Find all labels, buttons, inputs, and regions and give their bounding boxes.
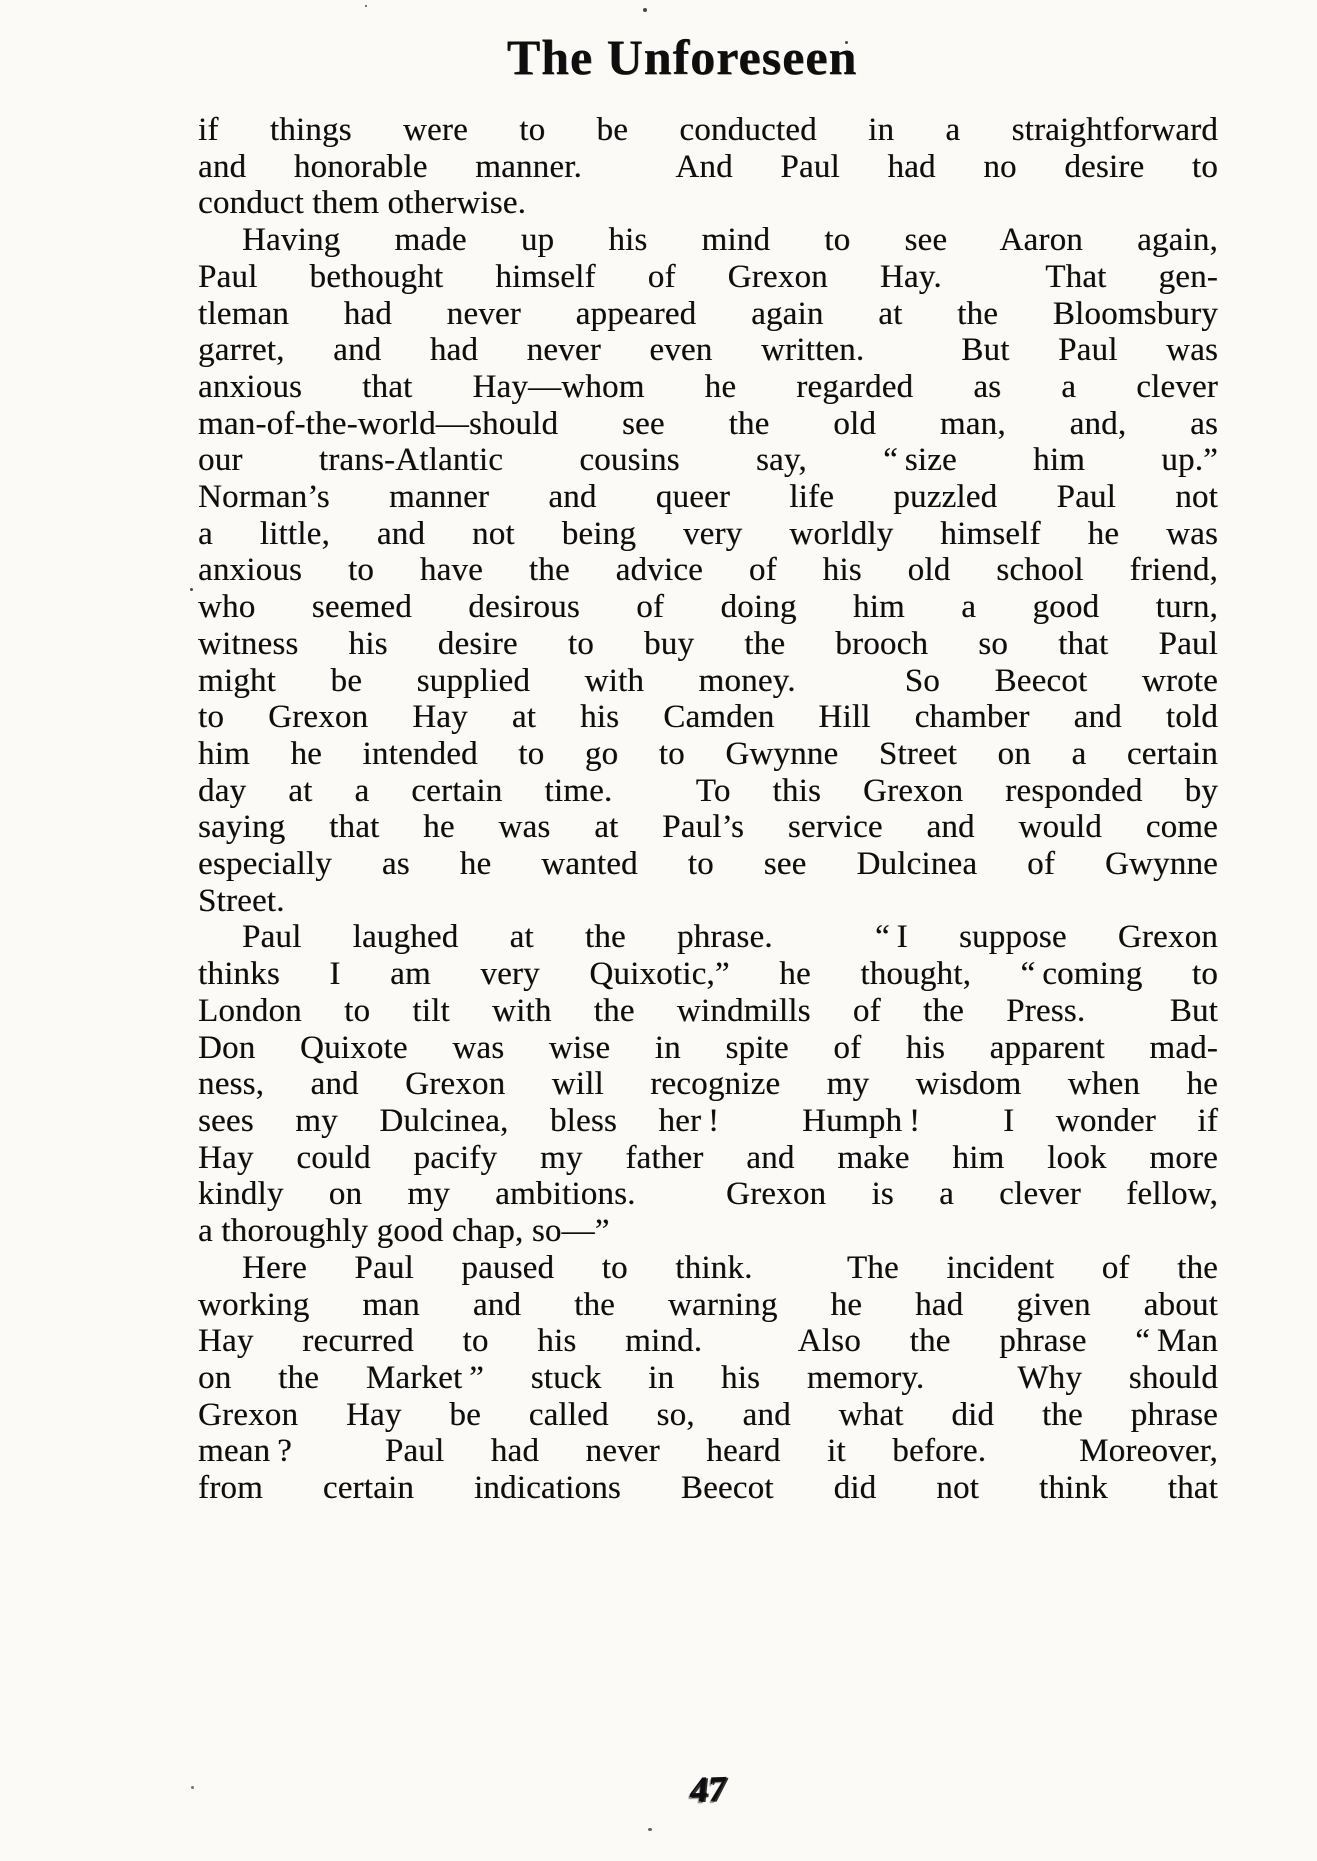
- text-line: witness his desire to buy the brooch so that Paul: [198, 625, 1218, 662]
- text-line: ness, and Grexon will recognize my wisdom when he: [198, 1066, 1218, 1103]
- text-line: Paul bethought himself of Grexon Hay. That gen-: [198, 258, 1218, 295]
- text-line: to Grexon Hay at his Camden Hill chamber and told: [198, 699, 1218, 736]
- text-line: man-of-the-world—should see the old man, and, as: [198, 405, 1218, 442]
- text-line: day at a certain time. To this Grexon responded by: [198, 772, 1218, 809]
- text-line: might be supplied with money. So Beecot wrote: [198, 662, 1218, 699]
- text-line: Paul laughed at the phrase. “ I suppose Grexon: [242, 919, 1218, 956]
- text-line: and honorable manner. And Paul had no desire to: [198, 148, 1218, 185]
- running-header-title: The Unforeseen: [506, 29, 858, 85]
- paragraph: [198, 222, 1218, 919]
- text-line: saying that he was at Paul’s service and would come: [198, 809, 1218, 846]
- paragraph: [198, 919, 1218, 1249]
- text-line: especially as he wanted to see Dulcinea of Gwynne: [198, 846, 1218, 883]
- text-line: from certain indications Beecot did not think that: [198, 1470, 1218, 1507]
- scan-speck: [365, 5, 367, 7]
- text-line: Having made up his mind to see Aaron again,: [242, 222, 1218, 259]
- text-line: thinks I am very Quixotic,” he thought, “ coming to: [198, 956, 1218, 993]
- text-line: anxious that Hay—whom he regarded as a clever: [198, 368, 1218, 405]
- text-line: Norman’s manner and queer life puzzled Paul not: [198, 479, 1218, 516]
- page-number: 47: [687, 1768, 729, 1810]
- text-line: tleman had never appeared again at the Bloomsbury: [198, 295, 1218, 332]
- paragraph: [198, 1250, 1218, 1507]
- text-line: if things were to be conducted in a straightforward: [198, 112, 1218, 148]
- text-line: working man and the warning he had given about: [198, 1286, 1218, 1323]
- scan-speck: [190, 588, 193, 591]
- text-line: on the Market ” stuck in his memory. Why should: [198, 1359, 1218, 1396]
- text-line: our trans-Atlantic cousins say, “ size him up.”: [198, 442, 1218, 479]
- scan-speck: [191, 1786, 194, 1789]
- text-line: a thoroughly good chap, so—”: [198, 1213, 610, 1250]
- text-line: Don Quixote was wise in spite of his apparent mad-: [198, 1029, 1218, 1066]
- text-line: London to tilt with the windmills of the Press. But: [198, 992, 1218, 1029]
- text-line: a little, and not being very worldly himself he was: [198, 515, 1218, 552]
- text-line: who seemed desirous of doing him a good turn,: [198, 589, 1218, 626]
- text-line: Hay could pacify my father and make him look more: [198, 1139, 1218, 1176]
- text-line: kindly on my ambitions. Grexon is a clever fellow,: [198, 1176, 1218, 1213]
- scan-speck: [648, 1828, 652, 1831]
- paragraph: [198, 112, 1218, 222]
- text-line: conduct them otherwise.: [198, 185, 527, 222]
- text-line: garret, and had never even written. But Paul was: [198, 332, 1218, 369]
- scan-speck: [643, 8, 647, 12]
- text-line: Grexon Hay be called so, and what did the phrase: [198, 1396, 1218, 1433]
- text-line: him he intended to go to Gwynne Street on a certain: [198, 735, 1218, 772]
- text-line: Hay recurred to his mind. Also the phrase “ Man: [198, 1323, 1218, 1360]
- text-line: mean ? Paul had never heard it before. Moreover,: [198, 1433, 1218, 1470]
- page-body: [198, 112, 1218, 1507]
- text-line: sees my Dulcinea, bless her ! Humph ! I wonder if: [198, 1102, 1218, 1139]
- text-line: Street.: [198, 882, 285, 919]
- text-line: Here Paul paused to think. The incident of the: [242, 1249, 1218, 1286]
- text-line: anxious to have the advice of his old school friend,: [198, 552, 1218, 589]
